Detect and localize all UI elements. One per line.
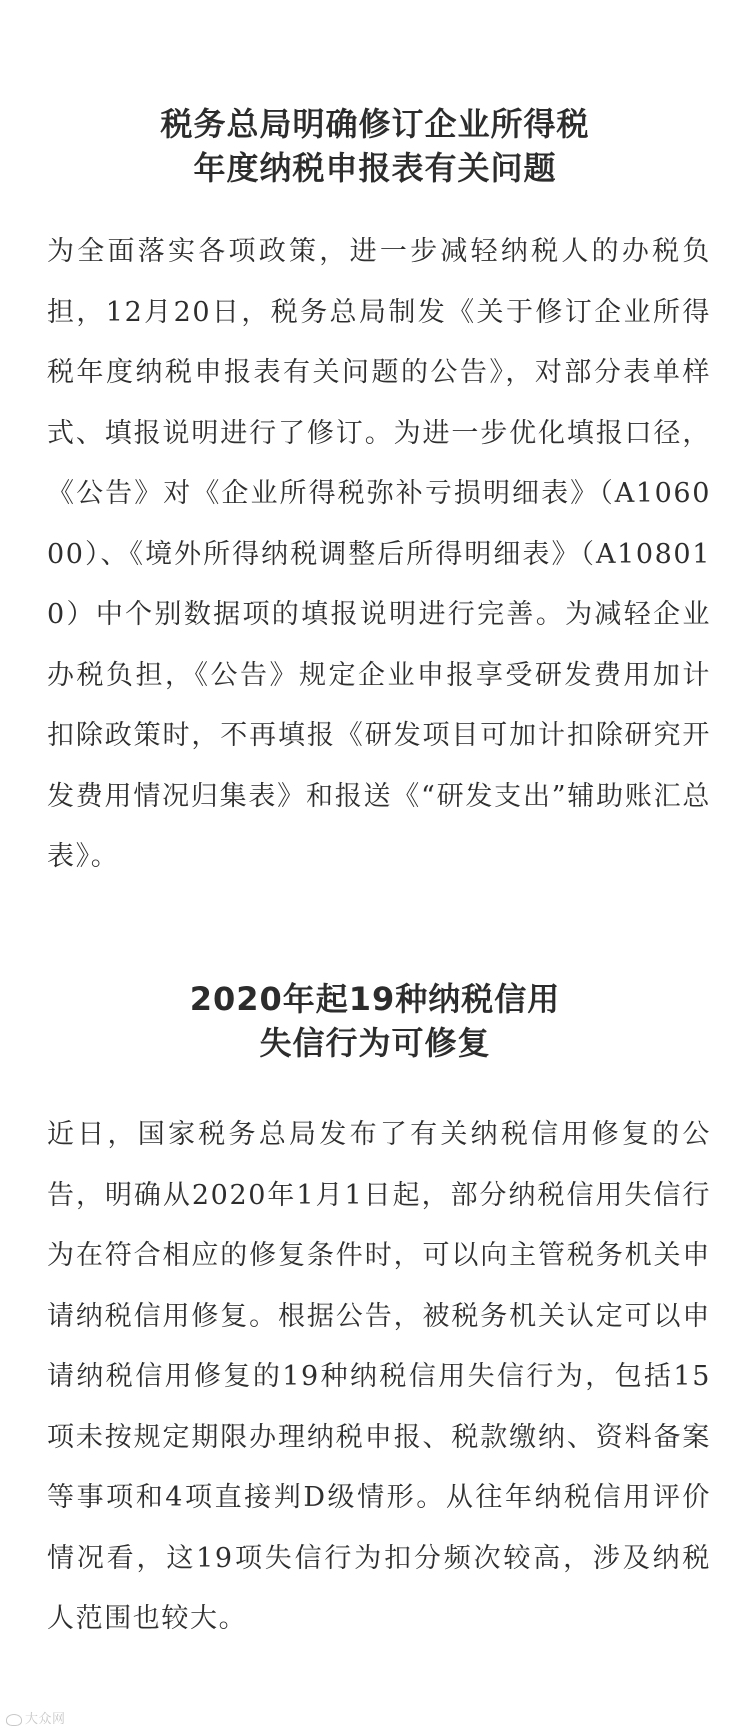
watermark-text: 大众网: [25, 1712, 66, 1727]
article-body: 近日，国家税务总局发布了有关纳税信用修复的公告，明确从2020年1月1日起，部分纳税信用失信行为在符合相应的修复条件时，可以向主管税务机关申请纳税信用修复。根据公告，被税务机关认定可以申请纳税信用修复的19种纳税信用失信行为，包括15项未按规定期限办理纳税申报、税款缴纳、资料备案等事项和4项直接判D级情形。从往年纳税信用评价情况看，这19项失信行为扣分频次较高，涉及纳税人范围也较大。: [47, 1119, 711, 1634]
title-line-2: 失信行为可修复: [259, 1024, 491, 1062]
watermark-logo-icon: [6, 1714, 22, 1726]
article-title: [0, 977, 750, 1065]
title-line-1: 税务总局明确修订企业所得税: [160, 105, 590, 143]
article-body: 为全面落实各项政策，进一步减轻纳税人的办税负担，12月20日，税务总局制发《关于修订企业所得税年度纳税申报表有关问题的公告》，对部分表单样式、填报说明进行了修订。为进一步优化填报口径，《公告》对《企业所得税弥补亏损明细表》（A106000）、《境外所得纳税调整后所得明细表》（A108010）中个别数据项的填报说明进行完善。为减轻企业办税负担，《公告》规定企业申报享受研发费用加计扣除政策时，不再填报《研发项目可加计扣除研究开发费用情况归集表》和报送《“研发支出”辅助账汇总表》。: [47, 236, 711, 872]
title-line-2: 年度纳税申报表有关问题: [193, 149, 557, 187]
title-line-1: 2020年起19种纳税信用: [189, 980, 561, 1018]
article-title: [0, 102, 750, 190]
watermark: [6, 1708, 66, 1727]
